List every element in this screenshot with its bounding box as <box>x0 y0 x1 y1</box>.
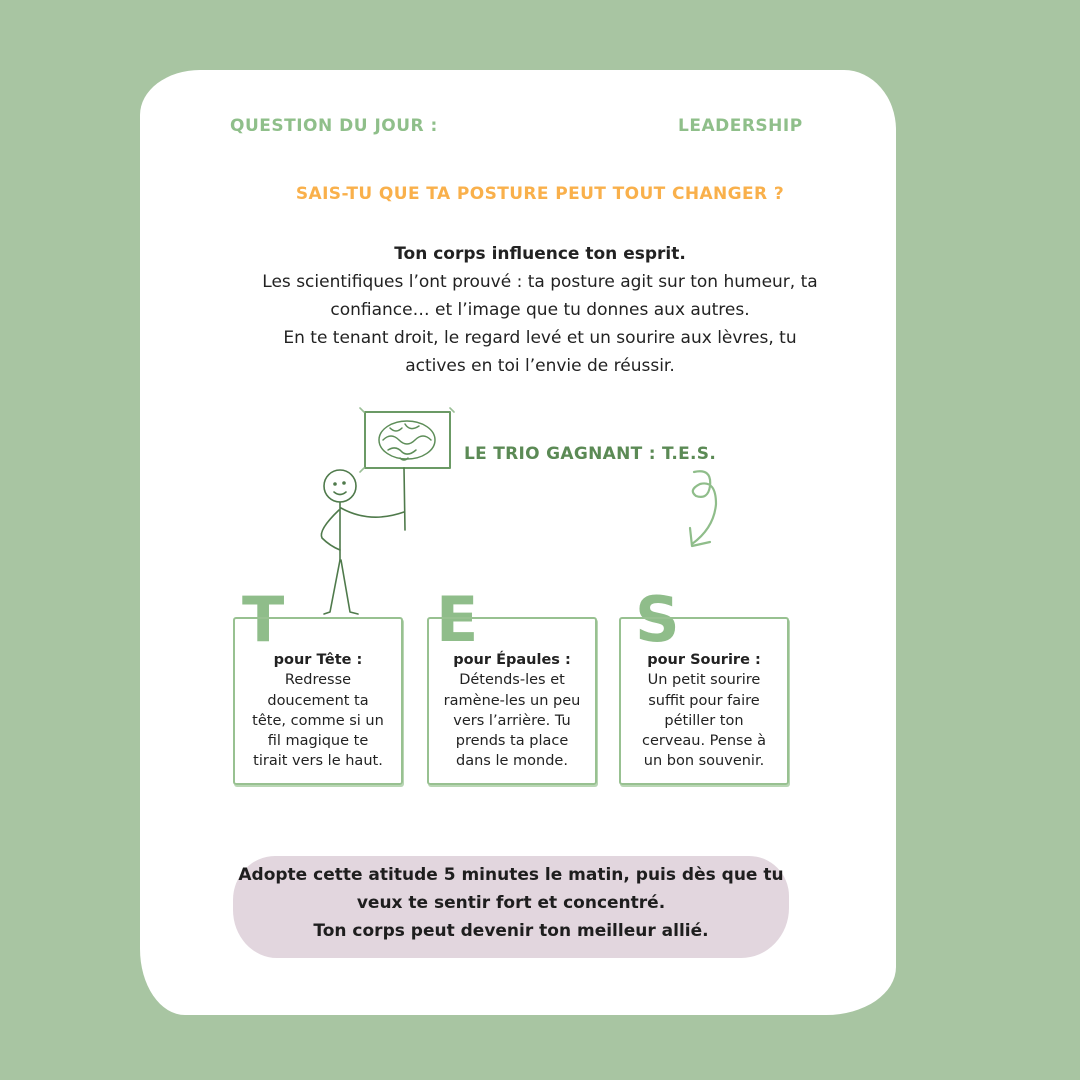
card-line: suffit pour faire <box>648 692 760 709</box>
curly-arrow-icon <box>680 466 730 556</box>
intro-text <box>220 240 860 380</box>
note-line: Adopte cette atitude 5 minutes le matin, puis dès que tu <box>238 865 784 885</box>
note-line: Ton corps peut devenir ton meilleur allié. <box>313 921 709 941</box>
card-line: fil magique te <box>267 733 369 750</box>
category-label: LEADERSHIP <box>678 116 803 136</box>
intro-bold: Ton corps influence ton esprit. <box>394 244 686 264</box>
card-sourire <box>619 617 789 785</box>
card-line: Détends-les et <box>459 672 565 689</box>
letter-e: E <box>436 583 479 656</box>
card-line: vers l’arrière. Tu <box>453 712 571 729</box>
card-line: Redresse <box>284 672 352 689</box>
card-line: cerveau. Pense à <box>642 733 766 750</box>
intro-line: confiance… et l’image que tu donnes aux autres. <box>330 300 750 320</box>
card-epaules <box>427 617 597 785</box>
question-title: SAIS-TU QUE TA POSTURE PEUT TOUT CHANGER ? <box>295 184 785 204</box>
intro-line: Les scientifiques l’ont prouvé : ta posture agit sur ton humeur, ta <box>262 272 818 292</box>
intro-line: En te tenant droit, le regard levé et un sourire aux lèvres, tu <box>283 328 797 348</box>
card-line: tirait vers le haut. <box>253 753 383 770</box>
card-line: ramène-les un peu <box>443 692 581 709</box>
header-label: QUESTION DU JOUR : <box>230 116 438 136</box>
card-title: pour Épaules : <box>453 652 571 668</box>
brain-icon <box>379 421 435 460</box>
trio-title: LE TRIO GAGNANT : T.E.S. <box>464 444 717 464</box>
card-title: pour Sourire : <box>647 652 761 668</box>
advice-note <box>233 856 789 958</box>
card-line: prends ta place <box>455 733 569 750</box>
card-line: doucement ta <box>267 692 369 709</box>
card-line: dans le monde. <box>456 753 568 770</box>
card-line: tête, comme si un <box>252 712 384 729</box>
card-title: pour Tête : <box>273 652 363 668</box>
card-line: Un petit sourire <box>647 672 761 689</box>
card-tete <box>233 617 403 785</box>
letter-s: S <box>635 583 680 656</box>
card-line: pétiller ton <box>664 712 744 729</box>
letter-t: T <box>242 583 285 656</box>
note-line: veux te sentir fort et concentré. <box>356 893 666 913</box>
card-line: un bon souvenir. <box>643 753 765 770</box>
intro-line: actives en toi l’envie de réussir. <box>405 356 675 376</box>
